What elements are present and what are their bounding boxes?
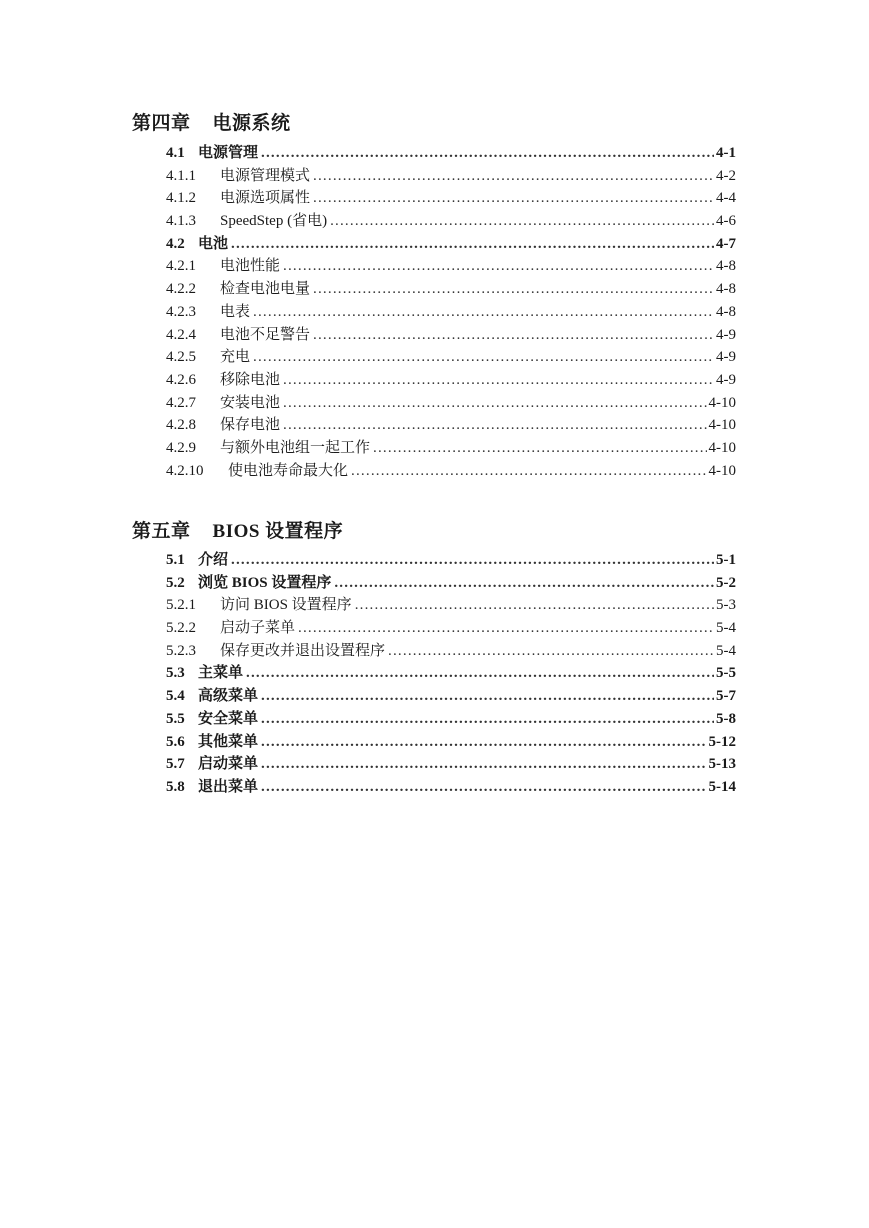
toc-entry-page: 4-2 <box>716 167 736 184</box>
toc-entry-page: 4-8 <box>716 258 736 275</box>
toc-entry-label: 其他菜单 <box>198 733 259 750</box>
toc-entry <box>166 460 736 483</box>
toc-dot-leader <box>283 255 714 278</box>
toc-entry-number: 5.2 <box>166 574 185 591</box>
toc-entry-number: 5.2.1 <box>166 597 196 614</box>
toc-entry-label: 主菜单 <box>198 665 244 682</box>
toc-entry-label: 启动子菜单 <box>220 620 296 637</box>
toc-list <box>166 549 736 799</box>
toc-entry-label: 退出菜单 <box>198 778 259 795</box>
toc-entry-page: 4-4 <box>716 190 736 207</box>
toc-list <box>166 142 736 482</box>
toc-entry-number: 5.2.2 <box>166 620 196 637</box>
toc-entry-page: 5-14 <box>708 778 736 795</box>
toc-entry <box>166 731 736 754</box>
chapter-title <box>132 516 343 543</box>
toc-entry-page: 4-9 <box>716 326 736 343</box>
toc-entry-page: 5-5 <box>716 665 736 682</box>
toc-entry <box>166 708 736 731</box>
toc-dot-leader <box>253 301 714 324</box>
toc-entry-page: 4-10 <box>708 417 736 434</box>
toc-entry-label: 使电池寿命最大化 <box>228 462 349 479</box>
toc-entry-number: 4.2.8 <box>166 417 196 434</box>
toc-dot-leader <box>313 324 714 347</box>
toc-entry-number: 4.2.9 <box>166 439 196 456</box>
toc-entry-number: 4.2 <box>166 235 185 252</box>
chapter-title <box>132 108 291 135</box>
toc-entry-page: 4-6 <box>716 213 736 230</box>
toc-entry-label: 充电 <box>220 349 251 366</box>
toc-entry-page: 4-10 <box>708 462 736 479</box>
toc-entry-number: 5.2.3 <box>166 642 196 659</box>
toc-entry <box>166 437 736 460</box>
toc-dot-leader <box>231 233 714 256</box>
toc-dot-leader <box>283 392 706 415</box>
toc-entry-number: 5.5 <box>166 710 185 727</box>
toc-dot-leader <box>313 187 714 210</box>
toc-entry-page: 5-7 <box>716 688 736 705</box>
toc-entry <box>166 753 736 776</box>
toc-entry-number: 4.2.2 <box>166 281 196 298</box>
toc-entry-label: 介绍 <box>198 552 229 568</box>
toc-dot-leader <box>261 753 706 776</box>
chapter-name: 电源系统 <box>212 113 291 134</box>
toc-entry-number: 4.2.10 <box>166 462 204 479</box>
toc-entry <box>166 685 736 708</box>
toc-entry-label: 高级菜单 <box>198 688 259 705</box>
toc-entry <box>166 324 736 347</box>
chapter-name: BIOS 设置程序 <box>212 521 344 542</box>
toc-entry-page: 5-8 <box>716 710 736 727</box>
toc-entry-number: 4.2.7 <box>166 394 196 411</box>
toc-entry-label: 电池 <box>198 235 229 252</box>
toc-entry-page: 4-8 <box>716 281 736 298</box>
toc-entry-page: 4-7 <box>716 235 736 252</box>
toc-entry-number: 5.6 <box>166 733 185 750</box>
toc-entry <box>166 278 736 301</box>
toc-dot-leader <box>313 165 714 188</box>
toc-entry-label: 检查电池电量 <box>220 281 311 298</box>
toc-entry-number: 4.2.3 <box>166 303 196 320</box>
toc-entry-page: 4-9 <box>716 371 736 388</box>
toc-entry-page: 4-8 <box>716 303 736 320</box>
toc-entry-label: 浏览 BIOS 设置程序 <box>198 574 332 591</box>
toc-entry <box>166 662 736 685</box>
toc-entry <box>166 594 736 617</box>
toc-entry-label: 与额外电池组一起工作 <box>220 439 371 456</box>
toc-dot-leader <box>283 414 706 437</box>
toc-entry-number: 4.2.6 <box>166 371 196 388</box>
toc-entry <box>166 640 736 663</box>
toc-entry-number: 5.7 <box>166 756 185 773</box>
toc-entry-number: 5.8 <box>166 778 185 795</box>
toc-entry-label: 保存电池 <box>220 417 281 434</box>
toc-entry <box>166 392 736 415</box>
toc-entry-page: 5-12 <box>708 733 736 750</box>
toc-entry-number: 4.1.2 <box>166 190 196 207</box>
toc-entry-label: SpeedStep (省电) <box>220 213 328 230</box>
toc-entry <box>166 776 736 799</box>
toc-dot-leader <box>298 617 714 640</box>
toc-entry-page: 4-9 <box>716 349 736 366</box>
toc-entry-label: 启动菜单 <box>198 756 259 773</box>
toc-dot-leader <box>246 662 714 685</box>
toc-entry-label: 移除电池 <box>220 371 281 388</box>
toc-dot-leader <box>283 369 714 392</box>
toc-entry-label: 电源管理模式 <box>220 167 311 184</box>
toc-entry <box>166 572 736 595</box>
toc-entry <box>166 142 736 165</box>
chapter-number: 第五章 <box>132 521 191 542</box>
toc-entry-label: 安全菜单 <box>198 710 259 727</box>
toc-dot-leader <box>334 572 714 595</box>
toc-entry-page: 5-4 <box>716 620 736 637</box>
toc-entry-page: 5-3 <box>716 597 736 614</box>
toc-entry-page: 5-4 <box>716 642 736 659</box>
toc-entry-page: 4-10 <box>708 439 736 456</box>
toc-entry-number: 4.1 <box>166 145 185 161</box>
toc-entry-label: 电池性能 <box>220 258 281 275</box>
toc-entry <box>166 301 736 324</box>
toc-dot-leader <box>253 346 714 369</box>
toc-entry-number: 5.4 <box>166 688 185 705</box>
toc-entry-label: 访问 BIOS 设置程序 <box>220 597 352 614</box>
toc-entry <box>166 617 736 640</box>
toc-entry-label: 电源管理 <box>198 145 259 161</box>
toc-entry <box>166 255 736 278</box>
toc-dot-leader <box>313 278 714 301</box>
toc-entry <box>166 369 736 392</box>
toc-dot-leader <box>261 142 714 165</box>
toc-entry-label: 安装电池 <box>220 394 281 411</box>
toc-dot-leader <box>261 708 714 731</box>
toc-entry-label: 保存更改并退出设置程序 <box>220 642 386 659</box>
toc-dot-leader <box>261 731 706 754</box>
toc-entry-page: 5-1 <box>716 552 736 568</box>
toc-entry-label: 电源选项属性 <box>220 190 311 207</box>
toc-dot-leader <box>231 549 714 572</box>
toc-dot-leader <box>261 685 714 708</box>
toc-entry-number: 4.2.1 <box>166 258 196 275</box>
toc-entry-page: 5-2 <box>716 574 736 591</box>
toc-entry-number: 4.1.3 <box>166 213 196 230</box>
toc-entry-page: 4-1 <box>716 145 736 161</box>
toc-entry <box>166 165 736 188</box>
toc-dot-leader <box>261 776 706 799</box>
toc-entry-number: 4.2.4 <box>166 326 196 343</box>
toc-entry-number: 4.2.5 <box>166 349 196 366</box>
toc-dot-leader <box>355 594 714 617</box>
toc-entry-number: 5.3 <box>166 665 185 682</box>
toc-entry-number: 5.1 <box>166 552 185 568</box>
toc-entry-number: 4.1.1 <box>166 167 196 184</box>
toc-entry <box>166 414 736 437</box>
toc-entry-label: 电池不足警告 <box>220 326 311 343</box>
toc-entry-page: 4-10 <box>708 394 736 411</box>
toc-entry <box>166 210 736 233</box>
toc-entry <box>166 187 736 210</box>
toc-entry-page: 5-13 <box>708 756 736 773</box>
toc-dot-leader <box>373 437 706 460</box>
chapter-number: 第四章 <box>132 113 191 134</box>
toc-dot-leader <box>330 210 714 233</box>
toc-entry <box>166 233 736 256</box>
toc-entry-label: 电表 <box>220 303 251 320</box>
toc-entry <box>166 549 736 572</box>
toc-dot-leader <box>351 460 706 483</box>
toc-entry <box>166 346 736 369</box>
toc-dot-leader <box>388 640 714 663</box>
